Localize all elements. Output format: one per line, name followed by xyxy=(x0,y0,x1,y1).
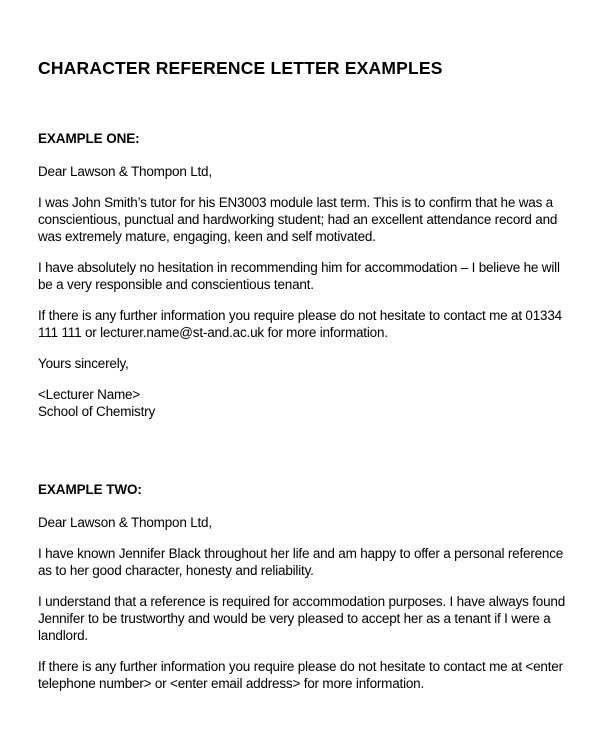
example-one-section xyxy=(38,131,566,420)
signature-school: School of Chemistry xyxy=(38,404,155,419)
example-two-paragraph-1: I have known Jennifer Black throughout her life and am happy to offer a personal reference as to her good character, honesty and reliability. xyxy=(38,546,564,578)
example-one-closing: Yours sincerely, xyxy=(38,356,129,371)
page-title: CHARACTER REFERENCE LETTER EXAMPLES xyxy=(38,58,443,78)
example-two-heading: EXAMPLE TWO: xyxy=(38,482,142,497)
example-two-salutation: Dear Lawson & Thompon Ltd, xyxy=(38,515,212,530)
example-one-paragraph-1: I was John Smith’s tutor for his EN3003 module last term. This is to confirm that he was a conscientious, punctual and hardworking student; had an excellent attendance record and was extremely mature, engaging, keen and self motivated. xyxy=(38,195,558,244)
example-two-paragraph-2: I understand that a reference is required for accommodation purposes. I have always found Jennifer to be trustworthy and would be very pleased to accept her as a tenant if I were a landlord. xyxy=(38,594,566,643)
example-two-section xyxy=(38,482,566,692)
signature-block xyxy=(38,386,566,420)
example-one-heading: EXAMPLE ONE: xyxy=(38,131,140,146)
example-one-salutation: Dear Lawson & Thompon Ltd, xyxy=(38,164,212,179)
example-one-paragraph-2: I have absolutely no hesitation in recommending him for accommodation – I believe he will be a very responsible and conscientious tenant. xyxy=(38,260,560,292)
example-one-paragraph-3: If there is any further information you require please do not hesitate to contact me at 01334 111 111 or lecturer.name@st-and.ac.uk for more information. xyxy=(38,308,562,340)
example-two-paragraph-3: If there is any further information you require please do not hesitate to contact me at <enter telephone number> or <enter email address> for more information. xyxy=(38,659,563,691)
signature-lecturer-name: <Lecturer Name> xyxy=(38,387,141,402)
